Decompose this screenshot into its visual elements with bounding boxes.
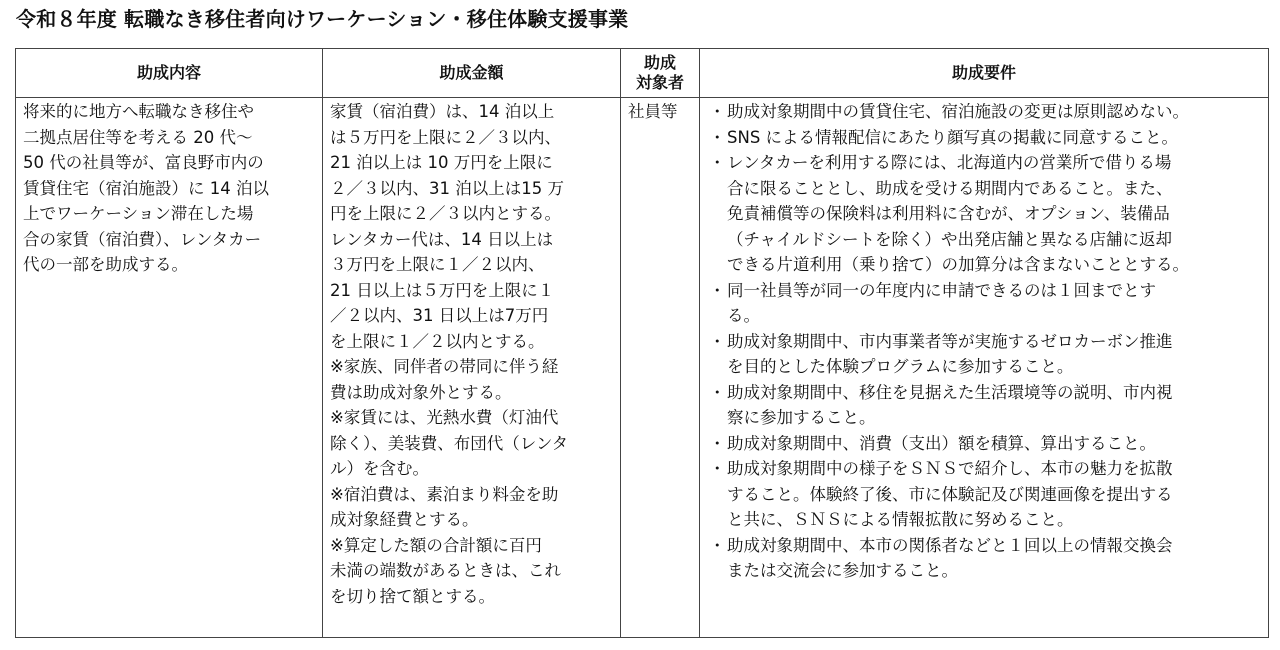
content-line: 賃貸住宅（宿泊施設）に 14 泊以 bbox=[23, 178, 269, 198]
requirement-text: 同一社員等が同一の年度内に申請できるのは１回までとす る。 bbox=[727, 280, 1156, 325]
amount-line: ／２以内、31 日以上は7万円 bbox=[330, 306, 549, 325]
amount-line: 除く）、美装費、布団代（レンタ bbox=[330, 433, 569, 453]
content-line: 将来的に地方へ転職なき移住や bbox=[23, 102, 254, 121]
amount-line: 未満の端数があるときは、これ bbox=[330, 561, 561, 580]
requirement-text: 助成対象期間中の賃貸住宅、宿泊施設の変更は原則認めない。 bbox=[727, 102, 1189, 121]
amount-line: 家賃（宿泊費）は、14 泊以上 bbox=[330, 102, 555, 121]
requirement-item bbox=[709, 150, 1262, 278]
requirement-item bbox=[709, 278, 1262, 329]
amount-line: を上限に１／２以内とする。 bbox=[330, 331, 545, 351]
amount-line: ３万円を上限に１／２以内、 bbox=[330, 255, 545, 274]
requirement-item bbox=[709, 431, 1262, 457]
requirements-list bbox=[700, 98, 1268, 584]
requirement-text: レンタカーを利用する際には、北海道内の営業所で借りる場 合に限ることとし、助成を受ける期間内であること。また、 免責補償等の保険料は利用料に含むが、オプション、装備品 （チャイルドシートを除く）や出発店舗と異なる店舗に返却 できる片道利用（乗り捨て）の加算分は含まないこととする。 bbox=[727, 153, 1189, 274]
bullet-icon: ・ bbox=[709, 459, 726, 478]
requirement-text: 助成対象期間中、市内事業者等が実施するゼロカーボン推進 を目的とした体験プログラムに参加すること。 bbox=[727, 331, 1173, 376]
requirement-item bbox=[709, 533, 1262, 584]
content-line: 二拠点居住等を考える 20 代～ bbox=[23, 127, 253, 147]
header-content: 助成内容 bbox=[16, 49, 323, 98]
requirement-item bbox=[709, 99, 1262, 125]
amount-line: ※家賃には、光熱水費（灯油代 bbox=[330, 408, 559, 427]
target-text: 社員等 bbox=[628, 102, 678, 121]
amount-line: レンタカー代は、14 日以上は bbox=[330, 229, 554, 249]
requirement-item bbox=[709, 329, 1262, 380]
header-target-line2: 対象者 bbox=[635, 73, 684, 92]
requirement-text: 助成対象期間中の様子をＳＮＳで紹介し、本市の魅力を拡散 すること。体験終了後、市に体験記及び関連画像を提出する と共に、ＳＮＳによる情報拡散に努めること。 bbox=[727, 459, 1173, 529]
bullet-icon: ・ bbox=[709, 102, 726, 121]
amount-line: ２／３以内、31 泊以上は15 万 bbox=[330, 178, 564, 198]
bullet-icon: ・ bbox=[709, 535, 726, 555]
amount-line: ※宿泊費は、素泊まり料金を助 bbox=[330, 484, 559, 504]
amount-line: 21 泊以上は 10 万円を上限に bbox=[330, 153, 553, 172]
requirement-item bbox=[709, 125, 1262, 151]
table-row bbox=[16, 98, 1269, 638]
amount-cell bbox=[323, 98, 621, 638]
amount-line: 成対象経費とする。 bbox=[330, 510, 479, 529]
bullet-icon: ・ bbox=[709, 382, 726, 402]
content-cell bbox=[16, 98, 323, 638]
content-line: 代の一部を助成する。 bbox=[23, 255, 188, 274]
document-title: 令和８年度 転職なき移住者向けワーケーション・移住体験支援事業 bbox=[16, 7, 629, 31]
grant-table bbox=[15, 48, 1269, 638]
table-header-row bbox=[16, 49, 1269, 98]
amount-line: を切り捨て額とする。 bbox=[330, 586, 495, 606]
header-requirements: 助成要件 bbox=[700, 49, 1269, 98]
content-line: 50 代の社員等が、富良野市内の bbox=[23, 153, 264, 172]
requirement-item bbox=[709, 380, 1262, 431]
requirements-cell bbox=[700, 98, 1269, 638]
bullet-icon: ・ bbox=[709, 331, 726, 351]
content-text bbox=[16, 98, 322, 278]
amount-line: ※家族、同伴者の帯同に伴う経 bbox=[330, 357, 559, 376]
bullet-icon: ・ bbox=[709, 280, 726, 300]
amount-text bbox=[323, 98, 620, 609]
amount-line: ル）を含む。 bbox=[330, 459, 429, 478]
amount-line: 21 日以上は５万円を上限に１ bbox=[330, 280, 555, 300]
amount-line: 円を上限に２／３以内とする。 bbox=[330, 204, 561, 223]
bullet-icon: ・ bbox=[709, 127, 726, 147]
header-amount: 助成金額 bbox=[323, 49, 621, 98]
amount-line: 費は助成対象外とする。 bbox=[330, 382, 512, 402]
bullet-icon: ・ bbox=[709, 153, 726, 172]
header-target-line1: 助成 bbox=[643, 53, 676, 72]
requirement-text: SNS による情報配信にあたり顔写真の掲載に同意すること。 bbox=[727, 127, 1179, 147]
requirement-text: 助成対象期間中、本市の関係者などと１回以上の情報交換会 または交流会に参加すること。 bbox=[727, 535, 1173, 580]
content-line: 合の家賃（宿泊費）、レンタカー bbox=[23, 229, 262, 249]
requirement-text: 助成対象期間中、移住を見据えた生活環境等の説明、市内視 察に参加すること。 bbox=[727, 382, 1173, 427]
header-target bbox=[621, 49, 700, 98]
bullet-icon: ・ bbox=[709, 433, 726, 453]
requirement-item bbox=[709, 456, 1262, 533]
amount-line: は５万円を上限に２／３以内、 bbox=[330, 127, 561, 147]
requirement-text: 助成対象期間中、消費（支出）額を積算、算出すること。 bbox=[727, 433, 1156, 453]
content-line: 上でワーケーション滞在した場 bbox=[23, 204, 254, 223]
amount-line: ※算定した額の合計額に百円 bbox=[330, 535, 542, 555]
target-cell bbox=[621, 98, 700, 638]
